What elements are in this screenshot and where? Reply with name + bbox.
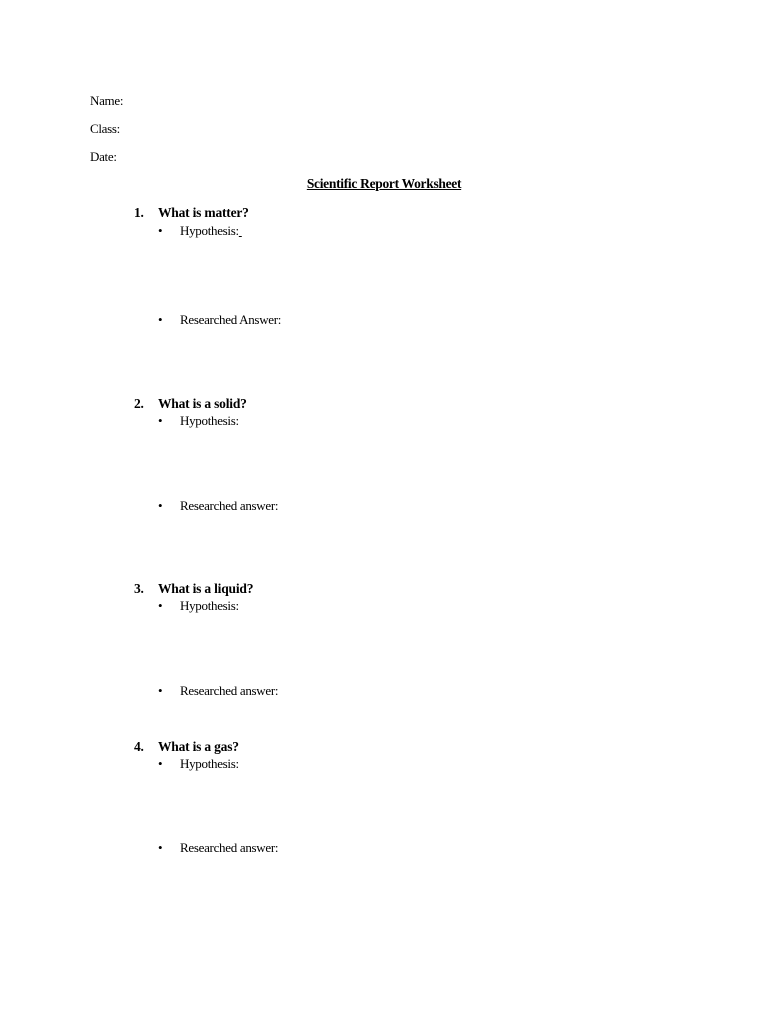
- researched-answer-item: [158, 683, 278, 699]
- question-3: [134, 581, 253, 597]
- bullet-icon: •: [158, 312, 163, 327]
- researched-answer-item: [158, 312, 281, 328]
- hypothesis-blank: [239, 223, 242, 238]
- bullet-icon: •: [158, 223, 163, 238]
- question-text: What is a liquid?: [158, 581, 254, 596]
- researched-answer-item: [158, 840, 278, 856]
- question-number: 3.: [134, 581, 144, 596]
- hypothesis-label: Hypothesis:: [180, 223, 239, 238]
- question-text: What is a gas?: [158, 739, 239, 754]
- worksheet-title: Scientific Report Worksheet: [306, 176, 462, 191]
- researched-answer-label: Researched answer:: [180, 683, 279, 698]
- name-label: Name:: [90, 93, 124, 108]
- question-number: 4.: [134, 739, 144, 754]
- bullet-icon: •: [158, 683, 163, 698]
- bullet-icon: •: [158, 756, 163, 771]
- date-label: Date:: [90, 149, 117, 164]
- hypothesis-item: [158, 223, 242, 239]
- hypothesis-item: [158, 598, 239, 614]
- researched-answer-label: Researched answer:: [180, 840, 279, 855]
- hypothesis-label: Hypothesis:: [180, 598, 239, 613]
- question-number: 1.: [134, 205, 144, 220]
- bullet-icon: •: [158, 840, 163, 855]
- bullet-icon: •: [158, 598, 163, 613]
- bullet-icon: •: [158, 413, 163, 428]
- question-text: What is a solid?: [158, 396, 247, 411]
- bullet-icon: •: [158, 498, 163, 513]
- researched-answer-item: [158, 498, 278, 514]
- hypothesis-label: Hypothesis:: [180, 413, 239, 428]
- question-text: What is matter?: [158, 205, 249, 220]
- class-label: Class:: [90, 121, 120, 136]
- hypothesis-item: [158, 413, 239, 429]
- researched-answer-label: Researched Answer:: [180, 312, 282, 327]
- hypothesis-label: Hypothesis:: [180, 756, 239, 771]
- question-4: [134, 739, 239, 755]
- hypothesis-item: [158, 756, 239, 772]
- question-2: [134, 396, 247, 412]
- question-1: [134, 205, 249, 221]
- question-number: 2.: [134, 396, 144, 411]
- researched-answer-label: Researched answer:: [180, 498, 279, 513]
